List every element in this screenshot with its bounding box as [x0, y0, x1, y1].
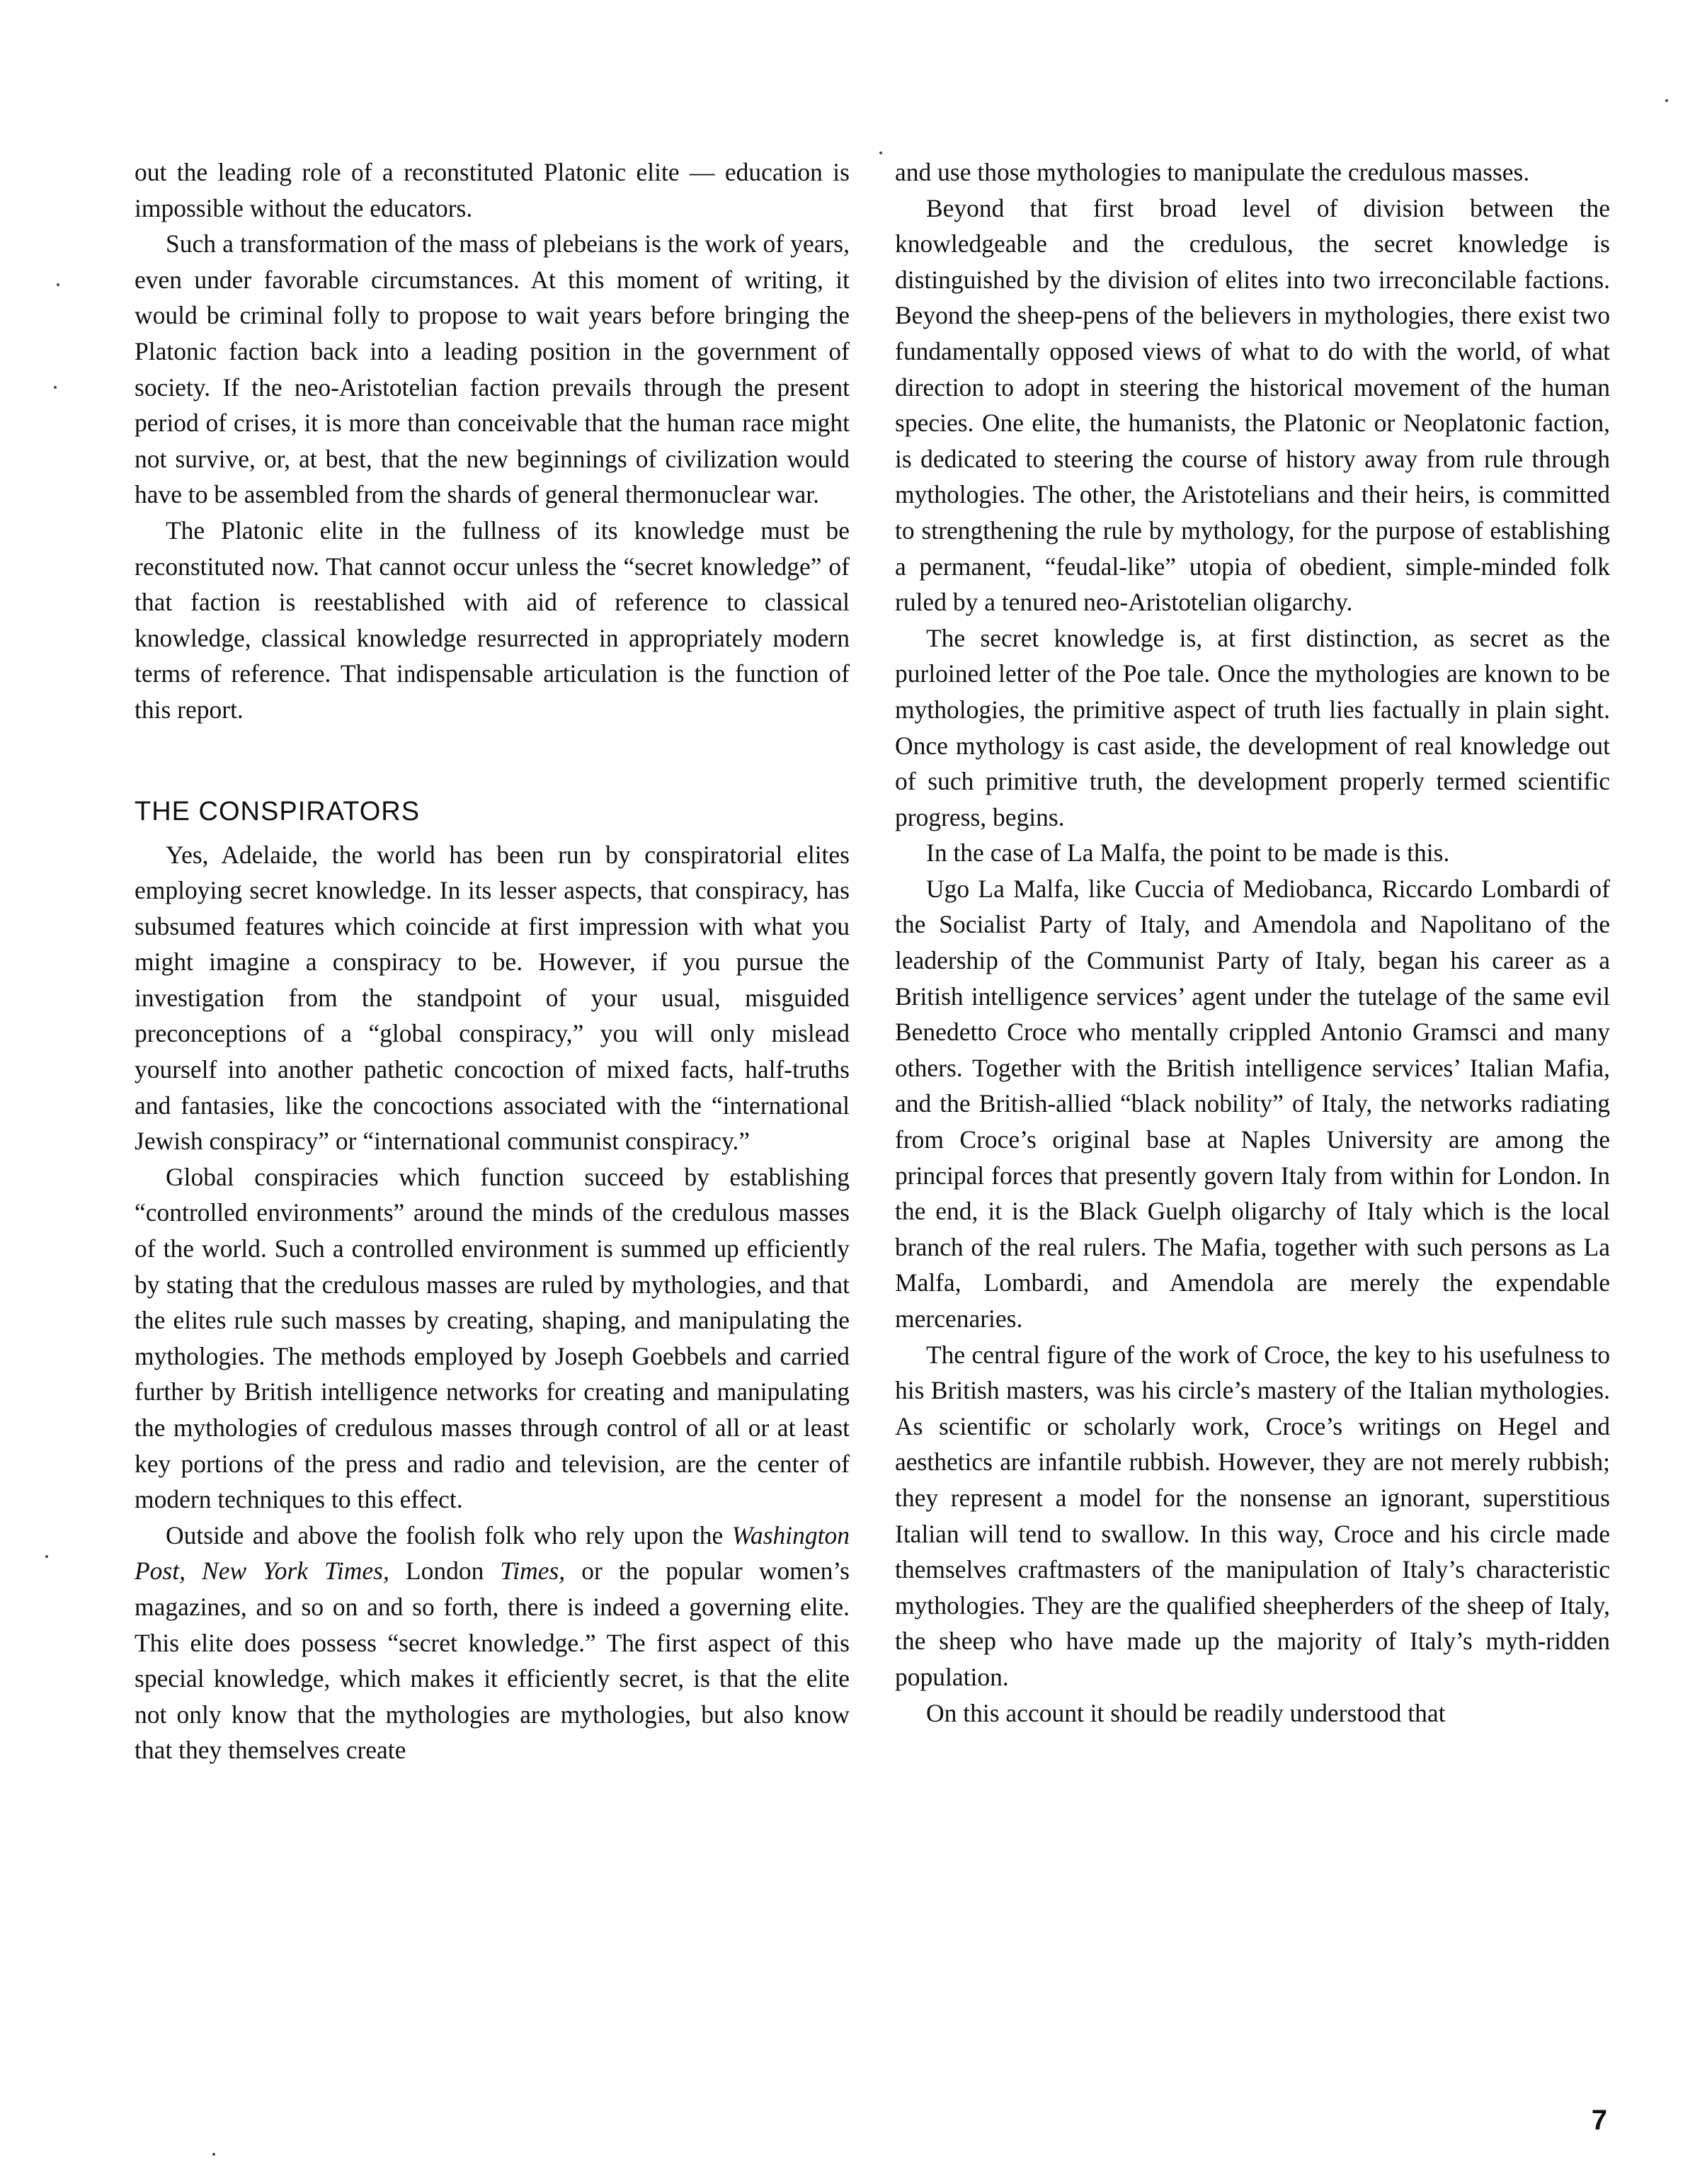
paragraph: Yes, Adelaide, the world has been run by conspiratorial elites employing secret knowledge. In its lesser aspects, that conspiracy, has subsumed features which coincide at first impression with what you might imagine a conspiracy to be. However, if you pursue the investigation from the standpoint of your usual, misguided preconceptions of a “global conspiracy,” you will only mislead yourself into another pathetic concoction of mixed facts, half-truths and fantasies, like the concoctions associated with the “international Jewish conspiracy” or “international communist conspiracy.” — [135, 840, 850, 1156]
paragraph: The central figure of the work of Croce, the key to his usefulness to his British masters, was his circle’s mastery of the Italian mythologies. As scientific or scholarly work, Croce’s writings on Hegel and aesthetics are infantile rubbish. However, they are not merely rubbish; they represent a model for the nonsense an ignorant, superstitious Italian will tend to swallow. In this way, Croce and his circle made themselves craftmasters of the manipulation of Italy’s characteristic mythologies. They are the qualified sheepherders of the sheep of Italy, the sheep who have made up the majority of Italy’s myth-ridden population. — [895, 1340, 1610, 1691]
paragraph: Beyond that first broad level of division between the knowledgeable and the credulous, the secret knowledge is distinguished by the division of elites into two irreconcilable factions. Beyond the sheep-pens of the believers in mythologies, there exist two fundamentally opposed views of what to do with the world, of what direction to adopt in steering the historical movement of the human species. One elite, the humanists, the Platonic or Neoplatonic faction, is dedicated to steering the course of history away from rule through mythologies. The other, the Aristotelians and their heirs, is committed to strengthening the rule by mythology, for the purpose of establishing a permanent, “feudal-like” utopia of obedient, simple-minded folk ruled by a tenured neo-Aristotelian oligarchy. — [895, 193, 1610, 617]
scan-speck — [1665, 99, 1668, 102]
paragraph: On this account it should be readily understood that — [926, 1698, 1446, 1727]
scan-speck — [212, 2153, 215, 2156]
paragraph: The secret knowledge is, at first distinction, as secret as the purloined letter of the Poe tale. Once the mythologies are known to be mythologies, the primitive aspect of truth lies factually in plain sight. Once mythology is cast aside, the development of real knowledge out of such primitive truth, the development properly termed scientific progress, begins. — [895, 623, 1610, 831]
scan-speck — [57, 283, 59, 286]
text-run: London — [389, 1557, 501, 1586]
scan-speck — [879, 152, 882, 154]
paragraph: and use those mythologies to manipulate the credulous masses. — [895, 158, 1530, 186]
paragraph: The Platonic elite in the fullness of its knowledge must be reconstituted now. That cannot occur unless the “secret knowledge” of that faction is reestablished with aid of reference to classical knowledge, classical knowledge resurrected in appropriately modern terms of reference. That indispensable articulation is the function of this report. — [135, 516, 850, 724]
publication-name: Washington Post, New York Times, — [135, 1520, 850, 1586]
left-column — [135, 154, 850, 1768]
text-run: or the popular women’s magazines, and so on and so forth, there is indeed a governing elite. This elite does possess “secret knowledge.” The first aspect of this special knowledge, which makes it efficiently secret, is that the elite not only know that the mythologies are mythologies, but also know that they themselves create — [135, 1557, 850, 1765]
paragraph — [135, 1518, 850, 1768]
publication-name: Times, — [500, 1557, 566, 1586]
paragraph: Such a transformation of the mass of plebeians is the work of years, even under favorable circumstances. At this moment of writing, it would be criminal folly to propose to wait years before bringing the Platonic faction back into a leading position in the government of society. If the neo-Aristotelian faction prevails through the present period of crises, it is more than conceivable that the human race might not survive, or, at best, that the new beginnings of civilization would have to be assembled from the shards of general thermonuclear war. — [135, 229, 850, 509]
right-column — [895, 154, 1610, 1731]
section-heading: THE CONSPIRATORS — [135, 796, 421, 826]
paragraph: Global conspiracies which function succeed by establishing “controlled environments” around the minds of the credulous masses of the world. Such a controlled environment is summed up efficiently by stating that the credulous masses are ruled by mythologies, and that the elites rule such masses by creating, shaping, and manipulating the mythologies. The methods employed by Joseph Goebbels and carried further by British intelligence networks for creating and manipulating the mythologies of credulous masses through control of all or at least key portions of the press and radio and television, are the center of modern techniques to this effect. — [135, 1162, 850, 1514]
scan-speck — [54, 386, 57, 389]
paragraph: Ugo La Malfa, like Cuccia of Mediobanca, Riccardo Lombardi of the Socialist Party of Italy, and Amendola and Napolitano of the leadership of the Communist Party of Italy, began his career as a British intelligence services’ agent under the tutelage of the same evil Benedetto Croce who mentally crippled Antonio Gramsci and many others. Together with the British intelligence services’ Italian Mafia, and the British-allied “black nobility” of Italy, the networks radiating from Croce’s original base at Naples University are among the principal forces that presently govern Italy from within for London. In the end, it is the Black Guelph oligarchy of Italy which is the local branch of the real rulers. The Mafia, together with such persons as La Malfa, Lombardi, and Amendola are merely the expendable mercenaries. — [895, 874, 1610, 1333]
text-run: Outside and above the foolish folk who rely upon the — [166, 1520, 732, 1549]
paragraph: In the case of La Malfa, the point to be made is this. — [926, 838, 1450, 868]
scan-speck — [45, 1555, 48, 1558]
paragraph: out the leading role of a reconstituted Platonic elite — education is impossible without the educators. — [135, 158, 850, 222]
page-number: 7 — [1591, 2105, 1607, 2136]
